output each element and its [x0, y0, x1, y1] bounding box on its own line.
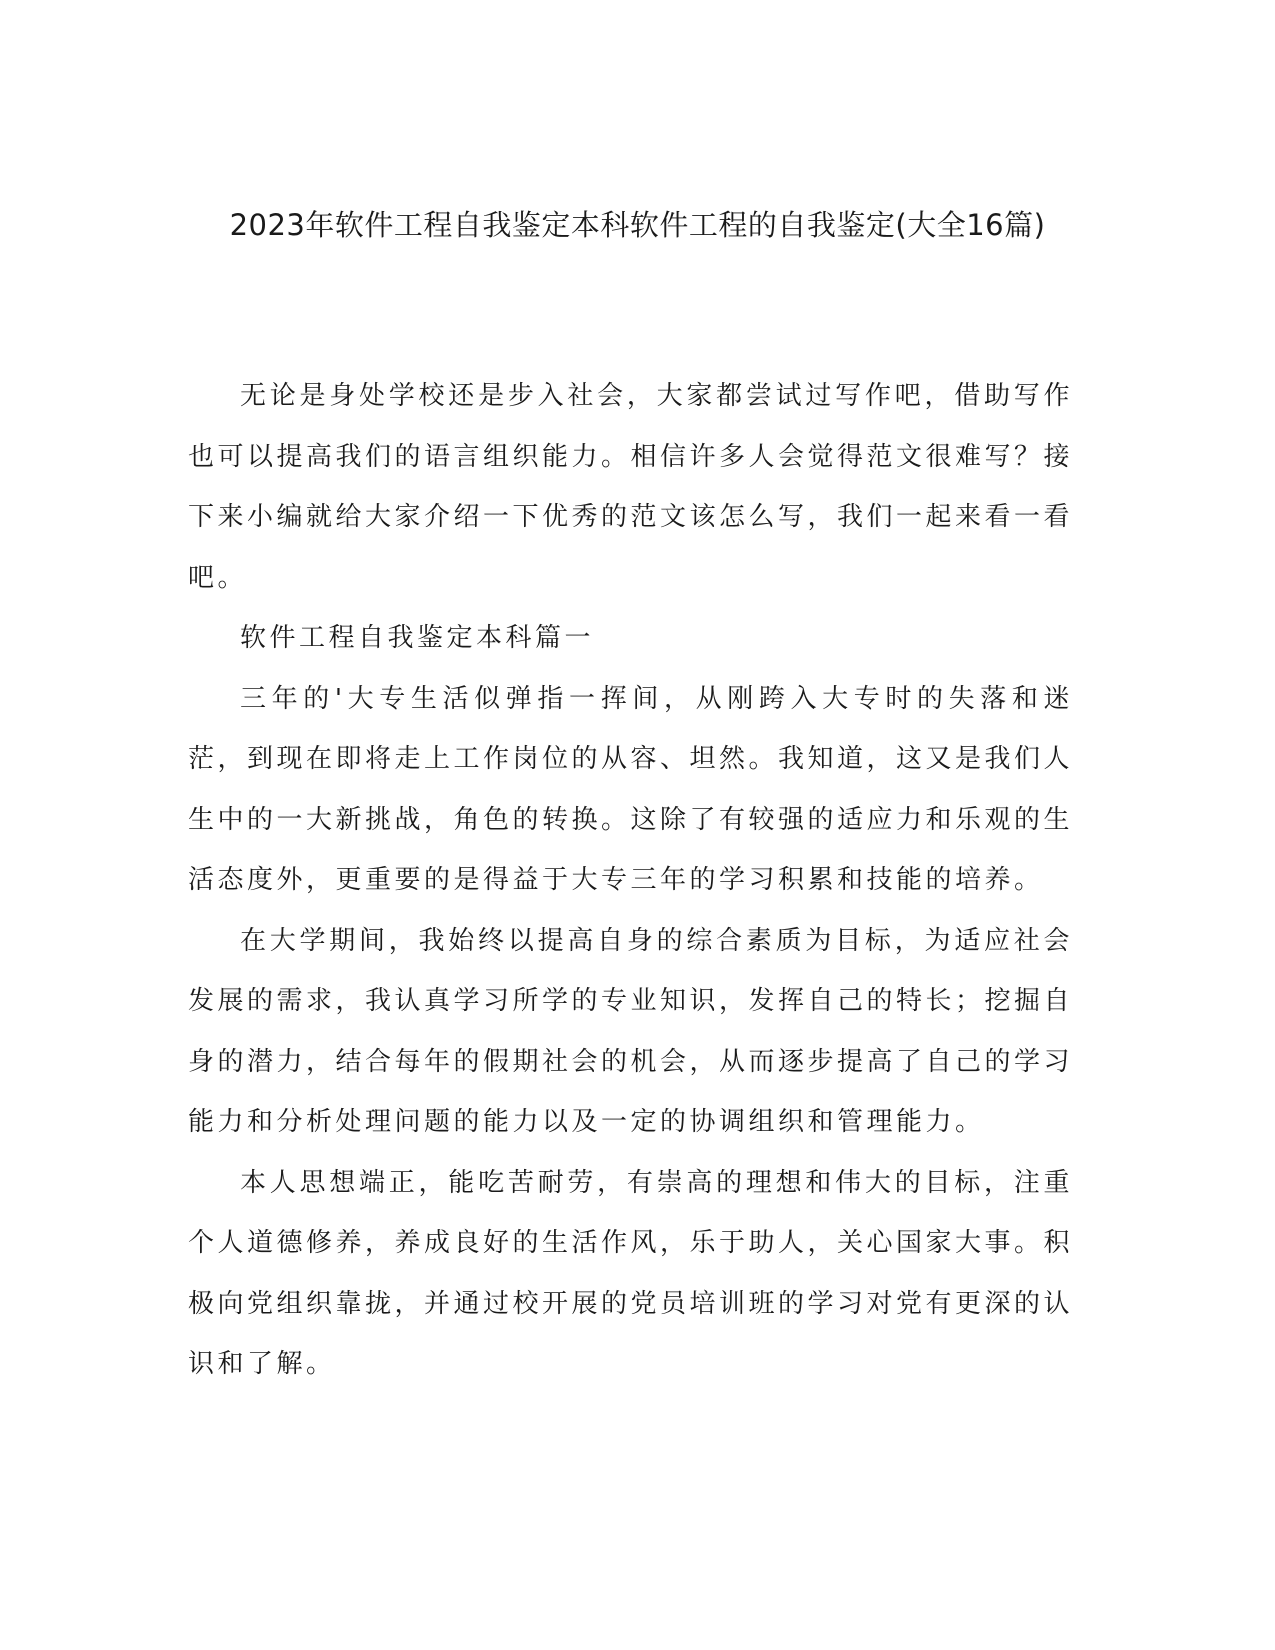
paragraph: 在大学期间，我始终以提高自身的综合素质为目标，为适应社会发展的需求，我认真学习所学的专业知识，发挥自己的特长；挖掘自身的潜力，结合每年的假期社会的机会，从而逐步提高了自己的学习能力和分析处理问题的能力以及一定的协调组织和管理能力。	[188, 925, 1074, 1137]
section-heading: 软件工程自我鉴定本科篇一	[240, 623, 595, 653]
document-body	[188, 366, 1073, 1395]
paragraph: 三年的'大专生活似弹指一挥间，从刚跨入大专时的失落和迷茫，到现在即将走上工作岗位的从容、坦然。我知道，这又是我们人生中的一大新挑战，角色的转换。这除了有较强的适应力和乐观的生活态度外，更重要的是得益于大专三年的学习积累和技能的培养。	[188, 683, 1074, 895]
paragraph-intro: 无论是身处学校还是步入社会，大家都尝试过写作吧，借助写作也可以提高我们的语言组织能力。相信许多人会觉得范文很难写？接下来小编就给大家介绍一下优秀的范文该怎么写，我们一起来看一看吧。	[188, 381, 1074, 593]
document-title: 2023年软件工程自我鉴定本科软件工程的自我鉴定(大全16篇)	[229, 208, 1046, 242]
paragraph: 本人思想端正，能吃苦耐劳，有崇高的理想和伟大的目标，注重个人道德修养，养成良好的生活作风，乐于助人，关心国家大事。积极向党组织靠拢，并通过校开展的党员培训班的学习对党有更深的认识和了解。	[188, 1167, 1074, 1379]
